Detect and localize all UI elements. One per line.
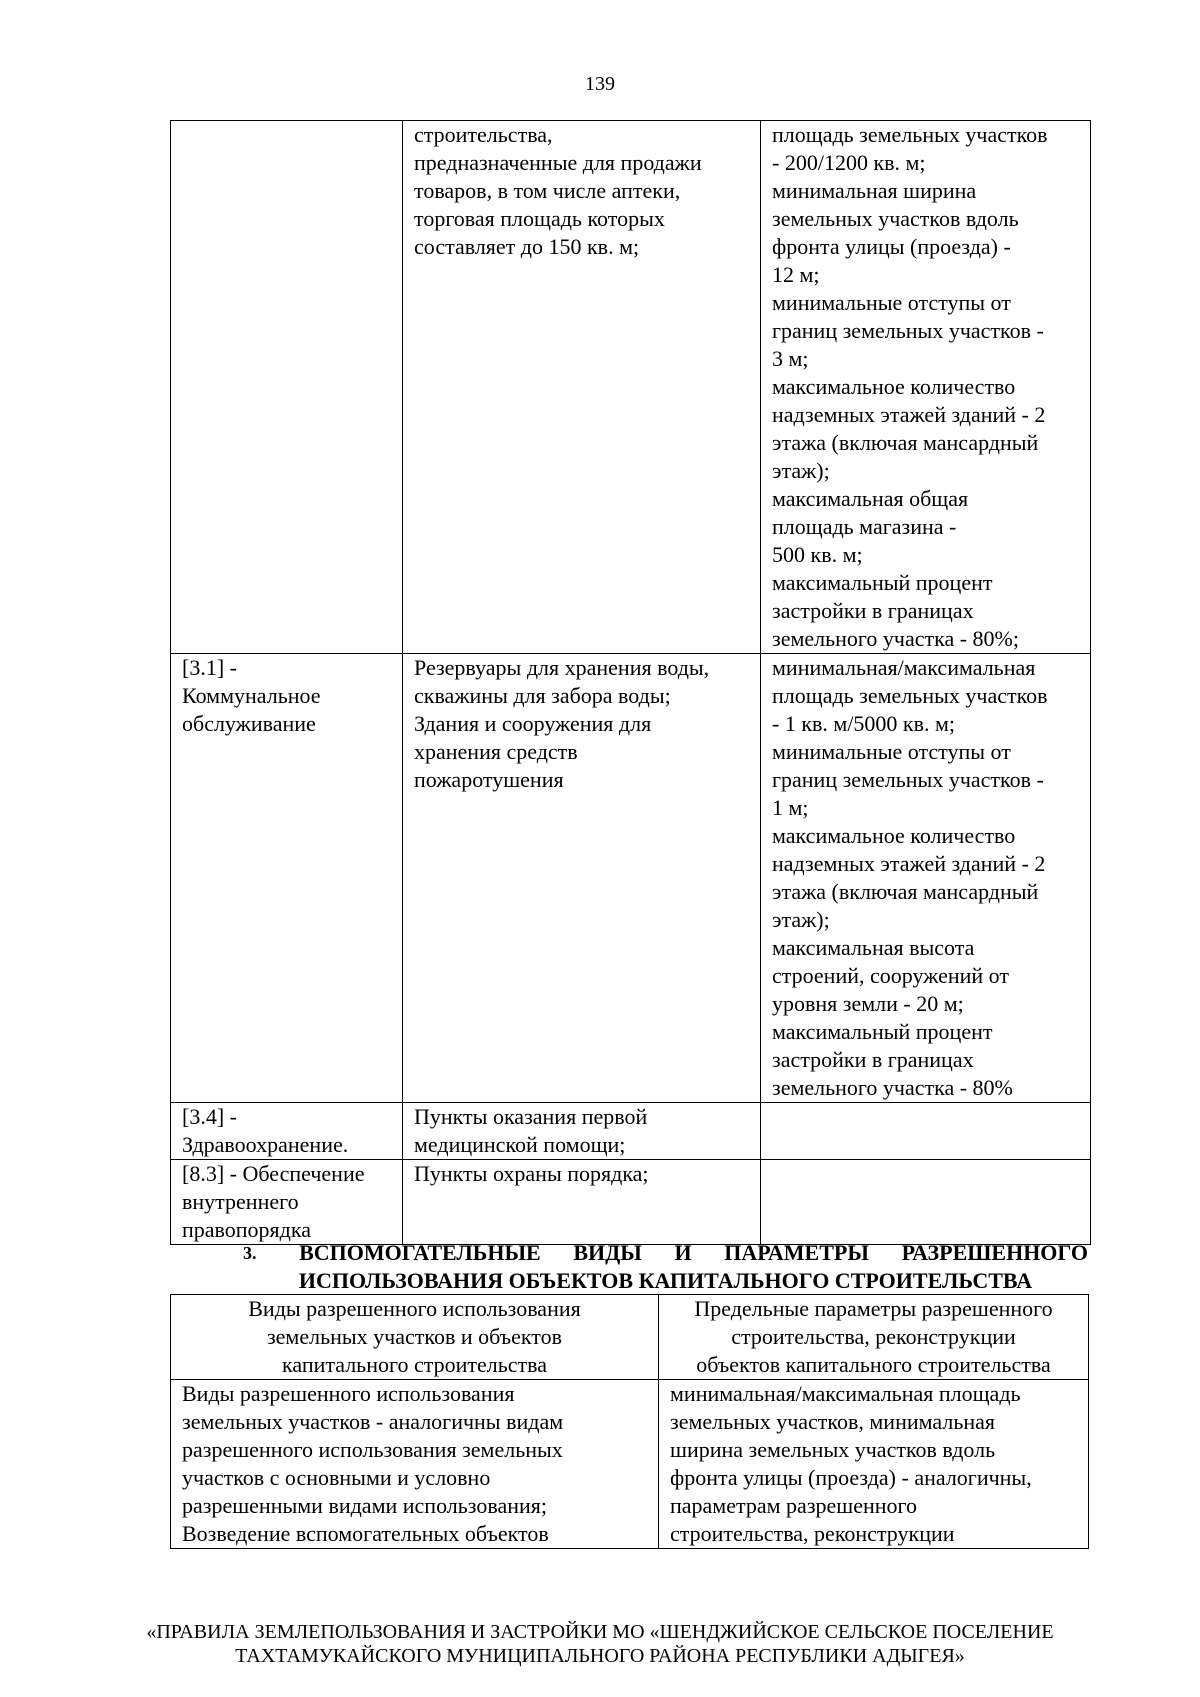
cell-text-line: фронта улицы (проезда) -	[772, 234, 1011, 259]
cell-text-line: Виды разрешенного использования	[182, 1381, 515, 1406]
cell-text-line: земельных участков, минимальная	[670, 1409, 996, 1434]
cell-text-line: Виды разрешенного использования	[248, 1296, 581, 1321]
use-description-cell	[403, 121, 761, 654]
parameters-cell	[761, 1160, 1091, 1245]
cell-text-line: этажа (включая мансардный	[772, 430, 1039, 455]
parameters-cell	[761, 654, 1091, 1103]
cell-text-line: надземных этажей зданий - 2	[772, 402, 1046, 427]
cell-text-line: максимальная высота	[772, 935, 975, 960]
footer-line: «ПРАВИЛА ЗЕМЛЕПОЛЬЗОВАНИЯ И ЗАСТРОЙКИ МО «ШЕНДЖИЙСКОЕ СЕЛЬСКОЕ ПОСЕЛЕНИЕ	[146, 1621, 1054, 1643]
section-title-word: ВСПОМОГАТЕЛЬНЫЕ	[299, 1240, 541, 1265]
use-code-cell	[171, 121, 403, 654]
cell-text-line: максимальный процент	[772, 570, 993, 595]
cell-text-line: фронта улицы (проезда) - аналогичны,	[670, 1465, 1032, 1490]
land-use-table	[170, 120, 1091, 1245]
cell-text-line: объектов капитального строительства	[696, 1352, 1051, 1377]
cell-text-line: максимальный процент	[772, 1019, 993, 1044]
cell-text-line: земельного участка - 80%;	[772, 626, 1019, 651]
cell-text-line: Пункты оказания первой	[414, 1104, 648, 1129]
page-number: 139	[585, 73, 615, 95]
cell-text-line: земельных участков - аналогичны видам	[182, 1409, 564, 1434]
cell-text-line: минимальная/максимальная	[772, 655, 1036, 680]
cell-text-line: земельных участков вдоль	[772, 206, 1019, 231]
cell-text-line: минимальные отступы от	[772, 739, 1011, 764]
cell-text-line: этажа (включая мансардный	[772, 879, 1039, 904]
table-row	[171, 1103, 1091, 1160]
cell-text-line: строительства, реконструкции	[670, 1521, 955, 1546]
cell-text-line: минимальные отступы от	[772, 290, 1011, 315]
cell-text-line: строительства,	[414, 122, 553, 147]
parameters-cell	[659, 1380, 1089, 1549]
cell-text-line: надземных этажей зданий - 2	[772, 851, 1046, 876]
table-row	[171, 654, 1091, 1103]
section-title-word: РАЗРЕШЕННОГО	[901, 1240, 1088, 1265]
cell-text-line: застройки в границах	[772, 1047, 974, 1072]
cell-text-line: Возведение вспомогательных объектов	[182, 1521, 549, 1546]
cell-text-line: внутреннего	[182, 1189, 299, 1214]
section-heading-line1	[243, 1239, 1088, 1267]
cell-text-line: ширина земельных участков вдоль	[670, 1437, 996, 1462]
auxiliary-use-table-body	[171, 1295, 1089, 1549]
cell-text-line: обслуживание	[182, 711, 316, 736]
cell-text-line: этаж);	[772, 907, 830, 932]
section-heading	[243, 1239, 1088, 1295]
cell-text-line: правопорядка	[182, 1217, 311, 1242]
table-row	[171, 1160, 1091, 1245]
table-row	[171, 1380, 1089, 1549]
cell-text-line: этаж);	[772, 458, 830, 483]
section-title-word: ВИДЫ	[573, 1240, 642, 1265]
section-number: 3.	[243, 1243, 257, 1263]
cell-text-line: товаров, в том числе аптеки,	[414, 178, 681, 203]
cell-text-line: пожаротушения	[414, 767, 564, 792]
cell-text-line: площадь земельных участков	[772, 122, 1048, 147]
cell-text-line: Резервуары для хранения воды,	[414, 655, 710, 680]
cell-text-line: площадь магазина -	[772, 514, 957, 539]
cell-text-line: Пункты охраны порядка;	[414, 1161, 649, 1186]
cell-text-line: площадь земельных участков	[772, 683, 1048, 708]
cell-text-line: 3 м;	[772, 346, 809, 371]
cell-text-line: максимальная общая	[772, 486, 969, 511]
cell-text-line: строений, сооружений от	[772, 963, 1010, 988]
cell-text-line: 12 м;	[772, 262, 820, 287]
cell-text-line: Здравоохранение.	[182, 1132, 349, 1157]
cell-text-line: Предельные параметры разрешенного	[694, 1296, 1053, 1321]
use-code-cell	[171, 654, 403, 1103]
cell-text-line: минимальная/максимальная площадь	[670, 1381, 1021, 1406]
header-cell	[171, 1295, 659, 1380]
cell-text-line: минимальная ширина	[772, 178, 977, 203]
cell-text-line: Коммунальное	[182, 683, 321, 708]
cell-text-line: разрешенными видами использования;	[182, 1493, 547, 1518]
section-heading-line2: ИСПОЛЬЗОВАНИЯ ОБЪЕКТОВ КАПИТАЛЬНОГО СТРОИТЕЛЬСТВА	[298, 1268, 1033, 1293]
cell-text-line: медицинской помощи;	[414, 1132, 626, 1157]
cell-text-line: границ земельных участков -	[772, 318, 1044, 343]
cell-text-line: - 200/1200 кв. м;	[772, 150, 926, 175]
table-row	[171, 121, 1091, 654]
parameters-cell	[761, 121, 1091, 654]
use-code-cell	[171, 1160, 403, 1245]
footer-line: ТАХТАМУКАЙСКОГО МУНИЦИПАЛЬНОГО РАЙОНА РЕСПУБЛИКИ АДЫГЕЯ»	[235, 1645, 965, 1667]
table-header-row	[171, 1295, 1089, 1380]
cell-text-line: земельного участка - 80%	[772, 1075, 1013, 1100]
cell-text-line: - 1 кв. м/5000 кв. м;	[772, 711, 956, 736]
cell-text-line: границ земельных участков -	[772, 767, 1044, 792]
cell-text-line: [3.4] -	[182, 1104, 237, 1129]
cell-text-line: предназначенные для продажи	[414, 150, 702, 175]
section-title-word: И	[674, 1240, 692, 1265]
cell-text-line: застройки в границах	[772, 598, 974, 623]
cell-text-line: разрешенного использования земельных	[182, 1437, 563, 1462]
cell-text-line: максимальное количество	[772, 823, 1016, 848]
cell-text-line: 500 кв. м;	[772, 542, 863, 567]
use-description-cell	[403, 654, 761, 1103]
auxiliary-use-table	[170, 1294, 1089, 1549]
section-title-word: ПАРАМЕТРЫ	[724, 1240, 869, 1265]
use-description-cell	[403, 1103, 761, 1160]
cell-text-line: Здания и сооружения для	[414, 711, 652, 736]
header-cell	[659, 1295, 1089, 1380]
cell-text-line: участков с основными и условно	[182, 1465, 491, 1490]
land-use-table-body	[171, 121, 1091, 1245]
cell-text-line: капитального строительства	[281, 1352, 548, 1377]
cell-text-line: параметрам разрешенного	[670, 1493, 918, 1518]
parameters-cell	[761, 1103, 1091, 1160]
cell-text-line: земельных участков и объектов	[266, 1324, 563, 1349]
use-code-cell	[171, 1103, 403, 1160]
cell-text-line: торговая площадь которых	[414, 206, 665, 231]
cell-text-line: максимальное количество	[772, 374, 1016, 399]
document-footer	[0, 1620, 1200, 1668]
cell-text-line: [3.1] -	[182, 655, 237, 680]
use-description-cell	[403, 1160, 761, 1245]
cell-text-line: [8.3] - Обеспечение	[182, 1161, 365, 1186]
cell-text-line: строительства, реконструкции	[731, 1324, 1016, 1349]
cell-text-line: хранения средств	[414, 739, 578, 764]
cell-text-line: составляет до 150 кв. м;	[414, 234, 640, 259]
use-description-cell	[171, 1380, 659, 1549]
cell-text-line: 1 м;	[772, 795, 809, 820]
cell-text-line: скважины для забора воды;	[414, 683, 671, 708]
cell-text-line: уровня земли - 20 м;	[772, 991, 964, 1016]
